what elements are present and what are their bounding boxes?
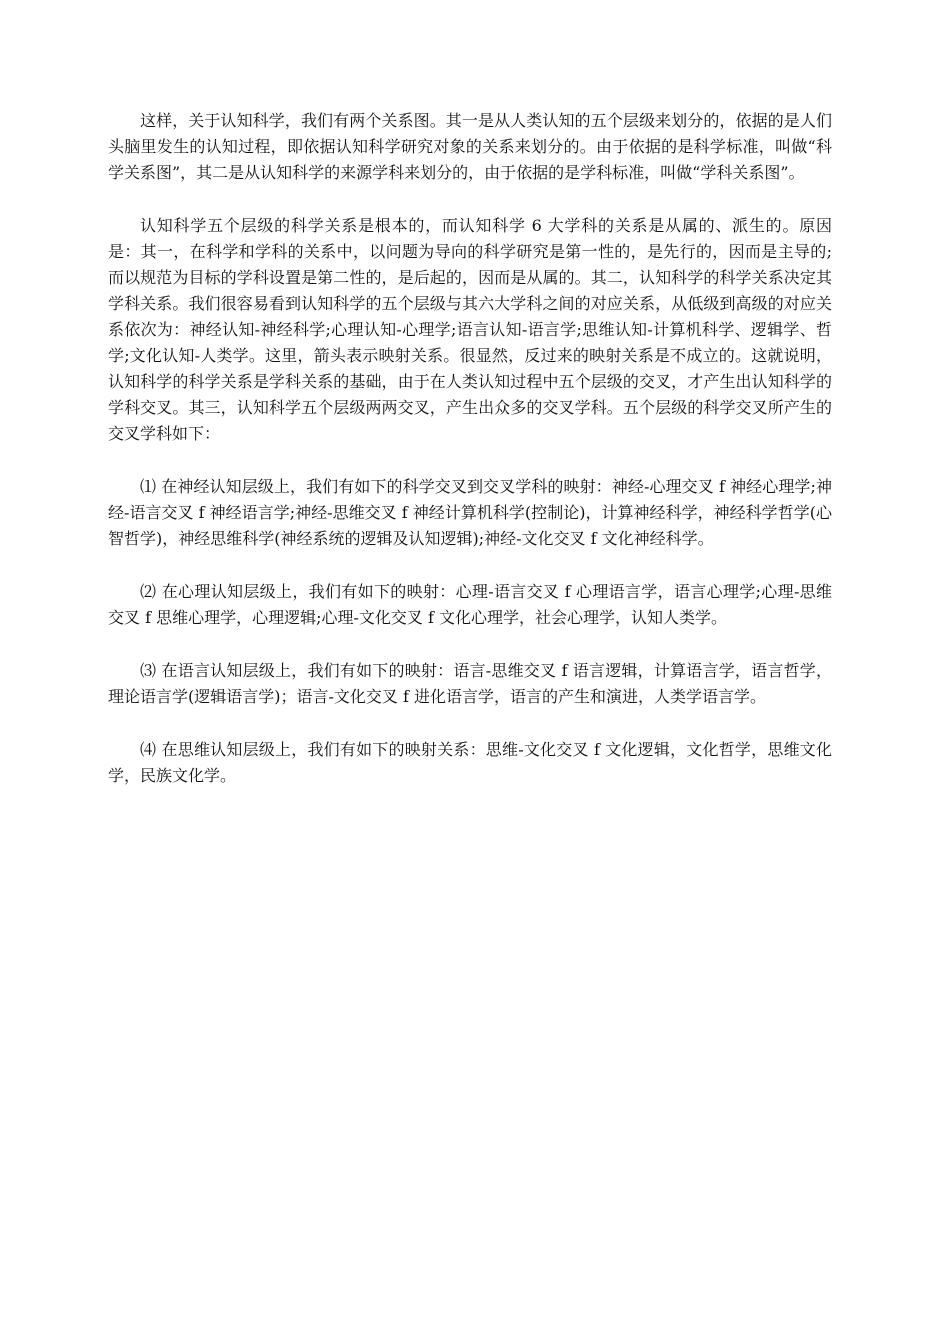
paragraph-psychological-cognition: ⑵ 在心理认知层级上，我们有如下的映射：心理-语言交叉 f 心理语言学，语言心理学;心理-思维交叉 f 思维心理学，心理逻辑;心理-文化交叉 f 文化心理学，社会心理学，认知人类学。: [108, 582, 832, 627]
paragraph-scientific-vs-disciplinary: 认知科学五个层级的科学关系是根本的，而认知科学 6 大学科的关系是从属的、派生的。原因是：其一，在科学和学科的关系中，以问题为导向的科学研究是第一性的，是先行的，因而是主导的;而以规范为目标的学科设置是第二性的，是后起的，因而是从属的。其二，认知科学的科学关系决定其学科关系。我们很容易看到认知科学的五个层级与其六大学科之间的对应关系，从低级到高级的对应关系依次为：神经认知-神经科学;心理认知-心理学;语言认知-语言学;思维认知-计算机科学、逻辑学、哲学;文化认知-人类学。这里，箭头表示映射关系。很显然，反过来的映射关系是不成立的。这就说明，认知科学的科学关系是学科关系的基础，由于在人类认知过程中五个层级的交叉，才产生出认知科学的学科交叉。其三，认知科学五个层级两两交叉，产生出众多的交叉学科。五个层级的科学交叉所产生的交叉学科如下：: [108, 216, 832, 443]
paragraph-neural-cognition: ⑴ 在神经认知层级上，我们有如下的科学交叉到交叉学科的映射：神经-心理交叉 f 神经心理学;神经-语言交叉 f 神经语言学;神经-思维交叉 f 神经计算机科学(控制论)，计算神经科学，神经科学哲学(心智哲学)，神经思维科学(神经系统的逻辑及认知逻辑);神经-文化交叉 f 文化神经科学。: [108, 477, 832, 548]
paragraph-relation-diagrams: 这样，关于认知科学，我们有两个关系图。其一是从人类认知的五个层级来划分的，依据的是人们头脑里发生的认知过程，即依据认知科学研究对象的关系来划分的。由于依据的是科学标准，叫做“科学关系图”，其二是从认知科学的来源学科来划分的，由于依据的是学科标准，叫做“学科关系图”。: [108, 111, 832, 182]
document-page: [108, 108, 832, 789]
paragraph-language-cognition: ⑶ 在语言认知层级上，我们有如下的映射：语言-思维交叉 f 语言逻辑，计算语言学，语言哲学，理论语言学(逻辑语言学)；语言-文化交叉 f 进化语言学，语言的产生和演进，人类学语言学。: [108, 661, 832, 706]
paragraph-thinking-cognition: ⑷ 在思维认知层级上，我们有如下的映射关系：思维-文化交叉 f 文化逻辑，文化哲学，思维文化学，民族文化学。: [108, 740, 832, 785]
